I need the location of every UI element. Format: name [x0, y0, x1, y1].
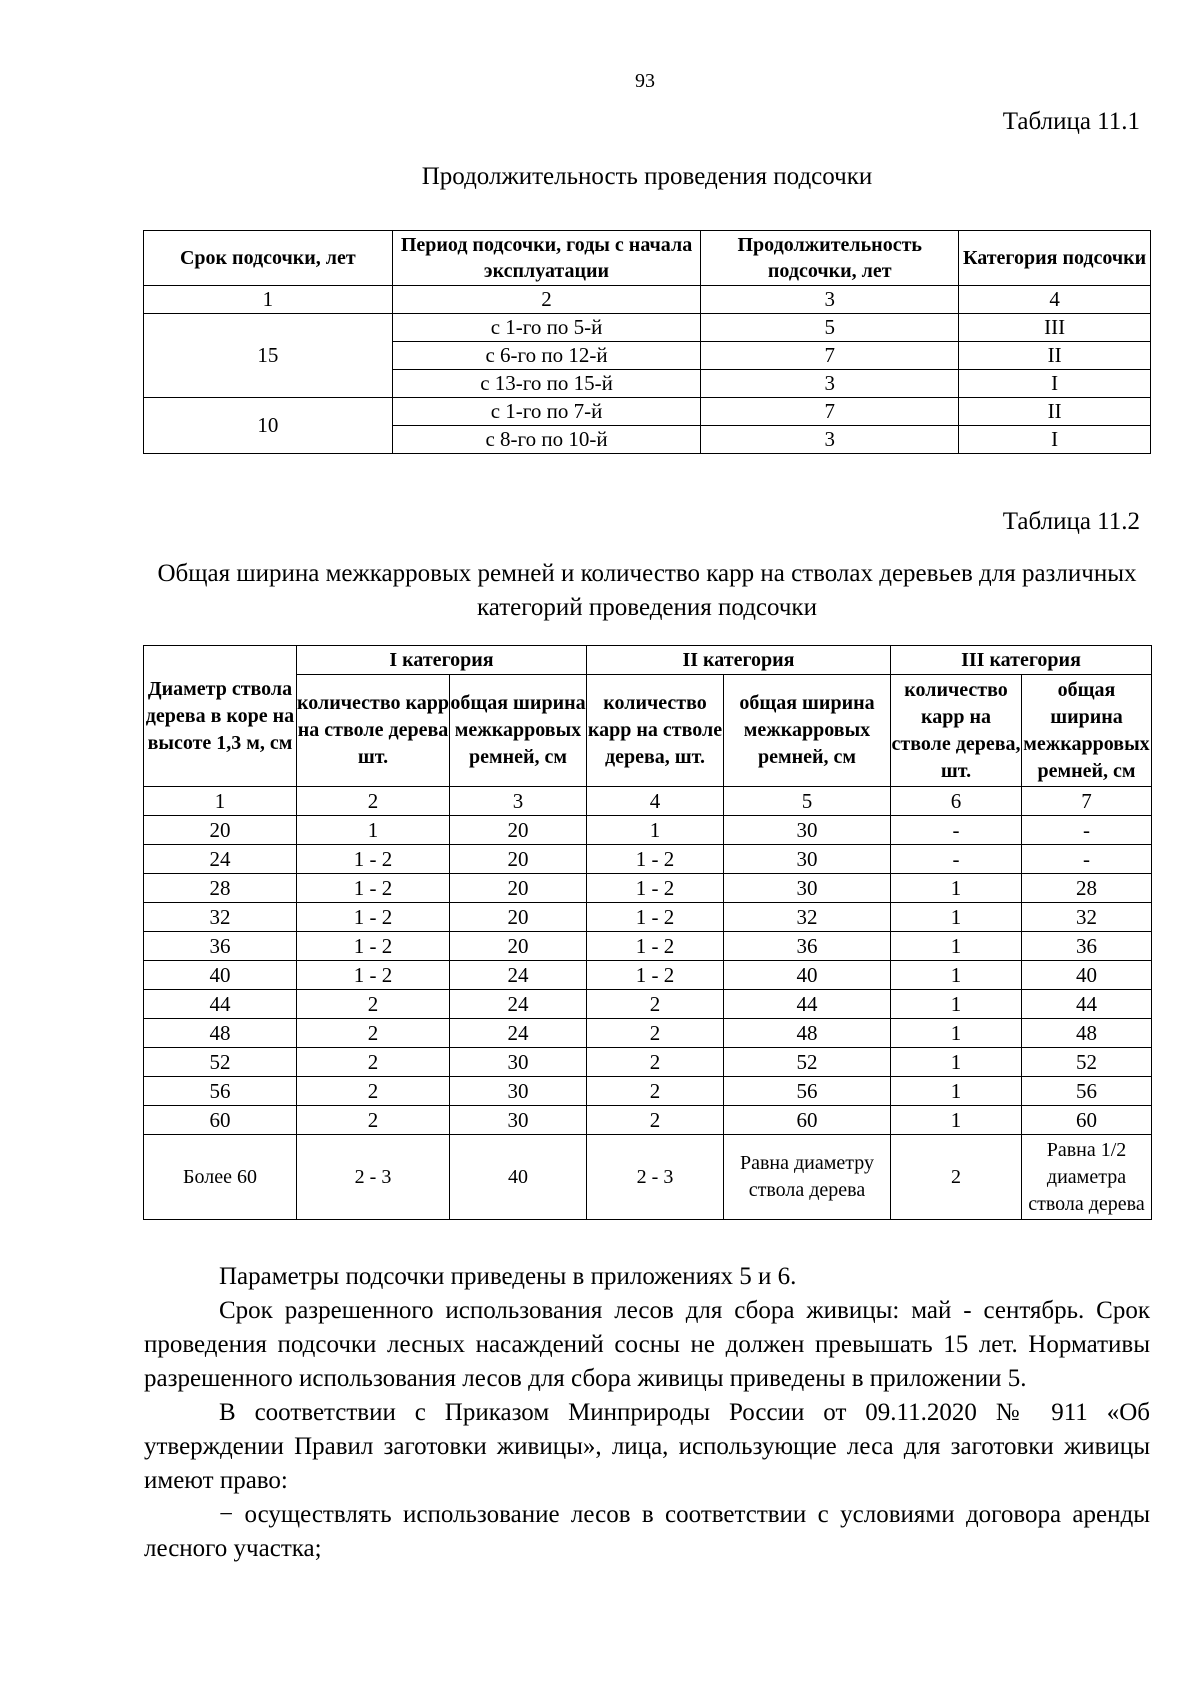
table-cell: 36 — [144, 932, 297, 961]
table-cell: Равна 1/2 диаметра ствола дерева — [1022, 1135, 1152, 1220]
table-cell: 40 — [1022, 961, 1152, 990]
table-cell: 28 — [144, 874, 297, 903]
table-cell: 1 — [297, 816, 450, 845]
table-cell: 1 - 2 — [297, 932, 450, 961]
table-cell: 30 — [724, 874, 891, 903]
table-1-title: Продолжительность проведения подсочки — [421, 163, 873, 190]
table-cell: 52 — [1022, 1048, 1152, 1077]
table-cell: 2 — [297, 1106, 450, 1135]
column-number: 7 — [1022, 787, 1152, 816]
column-number: 1 — [144, 787, 297, 816]
table-cell: 48 — [724, 1019, 891, 1048]
table-1-label: Таблица 11.1 — [1002, 108, 1140, 135]
header-period: Период подсочки, годы с начала эксплуатации — [392, 231, 701, 286]
table-cell: 24 — [450, 1019, 587, 1048]
column-numbers-row — [144, 787, 1152, 816]
table-cell: 2 — [587, 990, 724, 1019]
table-cell: 40 — [144, 961, 297, 990]
table-cell: 1 - 2 — [587, 932, 724, 961]
table-cell: 32 — [144, 903, 297, 932]
table-cell: 1 — [891, 1019, 1022, 1048]
table-cell: 60 — [1022, 1106, 1152, 1135]
period-cell: с 1-го по 7-й — [392, 398, 701, 426]
table-cell: 2 — [297, 1019, 450, 1048]
table-cell: 1 — [891, 961, 1022, 990]
table-cell: 56 — [144, 1077, 297, 1106]
paragraph: − осуществлять использование лесов в соответствии с условиями договора аренды лесного участка; — [144, 1501, 1150, 1562]
term-cell: 15 — [144, 314, 393, 398]
table-row — [144, 398, 1151, 426]
table-cell: 1 - 2 — [297, 961, 450, 990]
paragraph: В соответствии с Приказом Минприроды России от 09.11.2020 № 911 «Об утверждении Правил заготовки живицы», лица, использующие леса для заготовки живицы имеют право: — [144, 1399, 1150, 1494]
table-cell: 1 - 2 — [587, 845, 724, 874]
table-cell: 1 — [891, 1048, 1022, 1077]
table-cell: 2 - 3 — [297, 1135, 450, 1220]
table-cell: 2 — [587, 1077, 724, 1106]
table-row — [144, 845, 1152, 874]
table-cell: 44 — [144, 990, 297, 1019]
table-row — [144, 816, 1152, 845]
table-row — [144, 314, 1151, 342]
duration-cell: 5 — [701, 314, 959, 342]
table-cell: 36 — [724, 932, 891, 961]
table-cell: 1 - 2 — [587, 874, 724, 903]
paragraph: Параметры подсочки приведены в приложениях 5 и 6. — [219, 1263, 797, 1290]
duration-cell: 3 — [701, 426, 959, 454]
table-row — [144, 1048, 1152, 1077]
table-row — [144, 932, 1152, 961]
table-cell: 1 - 2 — [297, 874, 450, 903]
column-number: 4 — [959, 286, 1151, 314]
table-cell: 24 — [144, 845, 297, 874]
page-number: 93 — [635, 70, 655, 92]
period-cell: с 13-го по 15-й — [392, 370, 701, 398]
table-cell: 20 — [450, 932, 587, 961]
subheader-count: количество карр на стволе дерева, шт. — [587, 675, 724, 787]
table-row — [144, 1106, 1152, 1135]
table-cell: 30 — [724, 816, 891, 845]
table-cell: 24 — [450, 961, 587, 990]
header-duration: Продолжительность подсочки, лет — [701, 231, 959, 286]
table-cell: 20 — [450, 845, 587, 874]
table-cell: 44 — [724, 990, 891, 1019]
table-cell: 60 — [144, 1106, 297, 1135]
column-number: 5 — [724, 787, 891, 816]
column-number: 2 — [297, 787, 450, 816]
table-cell: 20 — [450, 903, 587, 932]
table-cell: 20 — [450, 816, 587, 845]
subheader-width: общая ширина межкарровых ремней, см — [724, 675, 891, 787]
column-number: 4 — [587, 787, 724, 816]
subheader-count: количество карр на стволе дерева шт. — [297, 675, 450, 787]
table-cell: 1 - 2 — [587, 903, 724, 932]
column-number: 2 — [392, 286, 701, 314]
table-cell: 1 — [891, 1106, 1022, 1135]
table-cell: 36 — [1022, 932, 1152, 961]
table-row — [144, 1019, 1152, 1048]
table-cell: 1 — [587, 816, 724, 845]
table-cell: 2 — [587, 1019, 724, 1048]
category-cell: I — [959, 370, 1151, 398]
period-cell: с 1-го по 5-й — [392, 314, 701, 342]
column-number: 3 — [450, 787, 587, 816]
column-number: 1 — [144, 286, 393, 314]
table-2-label: Таблица 11.2 — [1002, 508, 1140, 535]
table-cell: 1 - 2 — [297, 903, 450, 932]
body-text — [144, 1260, 1150, 1566]
table-cell: 2 — [297, 990, 450, 1019]
period-cell: с 8-го по 10-й — [392, 426, 701, 454]
table-cell: 20 — [450, 874, 587, 903]
table-cell: 32 — [724, 903, 891, 932]
table-cell: 1 - 2 — [587, 961, 724, 990]
table-row — [144, 1135, 1152, 1220]
table-cell: 1 — [891, 990, 1022, 1019]
table-cell: Равна диаметру ствола дерева — [724, 1135, 891, 1220]
subheader-width: общая ширина межкарровых ремней, см — [450, 675, 587, 787]
table-cell: 2 - 3 — [587, 1135, 724, 1220]
subheader-width: общая ширина межкарровых ремней, см — [1022, 675, 1152, 787]
category-cell: II — [959, 342, 1151, 370]
table-cell: 1 - 2 — [297, 845, 450, 874]
period-cell: с 6-го по 12-й — [392, 342, 701, 370]
table-cell: 28 — [1022, 874, 1152, 903]
header-diameter: Диаметр ствола дерева в коре на высоте 1,3 м, см — [144, 646, 297, 787]
table-cell: 52 — [724, 1048, 891, 1077]
table-cell: 30 — [450, 1106, 587, 1135]
column-number: 3 — [701, 286, 959, 314]
table-cell: 1 — [891, 1077, 1022, 1106]
duration-table — [143, 230, 1151, 454]
table-cell: 2 — [587, 1106, 724, 1135]
header-category-1: I категория — [297, 646, 587, 675]
table-cell: 2 — [587, 1048, 724, 1077]
table-cell: 30 — [724, 845, 891, 874]
table-cell: - — [1022, 845, 1152, 874]
header-term: Срок подсочки, лет — [144, 231, 393, 286]
table-cell: 2 — [297, 1048, 450, 1077]
duration-cell: 7 — [701, 398, 959, 426]
subheader-count: количество карр на стволе дерева, шт. — [891, 675, 1022, 787]
table-cell: 30 — [450, 1048, 587, 1077]
table-row — [144, 874, 1152, 903]
column-numbers-row — [144, 286, 1151, 314]
table-cell: 48 — [1022, 1019, 1152, 1048]
paragraph: Срок разрешенного использования лесов для сбора живицы: май - сентябрь. Срок проведения подсочки лесных насаждений сосны не должен превышать 15 лет. Нормативы разрешенного использования лесов для сбора живицы приведены в приложении 5. — [144, 1297, 1150, 1392]
column-number: 6 — [891, 787, 1022, 816]
table-cell: 1 — [891, 932, 1022, 961]
table-cell: 40 — [724, 961, 891, 990]
table-cell: 56 — [1022, 1077, 1152, 1106]
table-2-title: Общая ширина межкарровых ремней и количество карр на стволах деревьев для различных категорий проведения подсочки — [157, 560, 1137, 621]
header-category-3: III категория — [891, 646, 1152, 675]
table-cell: 24 — [450, 990, 587, 1019]
table-cell: 30 — [450, 1077, 587, 1106]
table-cell: - — [891, 816, 1022, 845]
table-cell: 40 — [450, 1135, 587, 1220]
table-row — [144, 990, 1152, 1019]
table-cell: 1 — [891, 903, 1022, 932]
table-row — [144, 1077, 1152, 1106]
category-cell: I — [959, 426, 1151, 454]
table-cell: 32 — [1022, 903, 1152, 932]
header-category-2: II категория — [587, 646, 891, 675]
table-cell: 52 — [144, 1048, 297, 1077]
term-cell: 10 — [144, 398, 393, 454]
category-cell: II — [959, 398, 1151, 426]
table-cell: 44 — [1022, 990, 1152, 1019]
table-cell: 2 — [297, 1077, 450, 1106]
header-category: Категория подсочки — [959, 231, 1151, 286]
table-cell: 1 — [891, 874, 1022, 903]
table-row — [144, 903, 1152, 932]
table-cell: - — [891, 845, 1022, 874]
table-cell: 56 — [724, 1077, 891, 1106]
table-cell: 2 — [891, 1135, 1022, 1220]
duration-cell: 3 — [701, 370, 959, 398]
table-cell: Более 60 — [144, 1135, 297, 1220]
table-cell: - — [1022, 816, 1152, 845]
table-cell: 60 — [724, 1106, 891, 1135]
category-cell: III — [959, 314, 1151, 342]
table-cell: 20 — [144, 816, 297, 845]
table-row — [144, 961, 1152, 990]
table-cell: 48 — [144, 1019, 297, 1048]
duration-cell: 7 — [701, 342, 959, 370]
belts-table — [143, 645, 1152, 1220]
